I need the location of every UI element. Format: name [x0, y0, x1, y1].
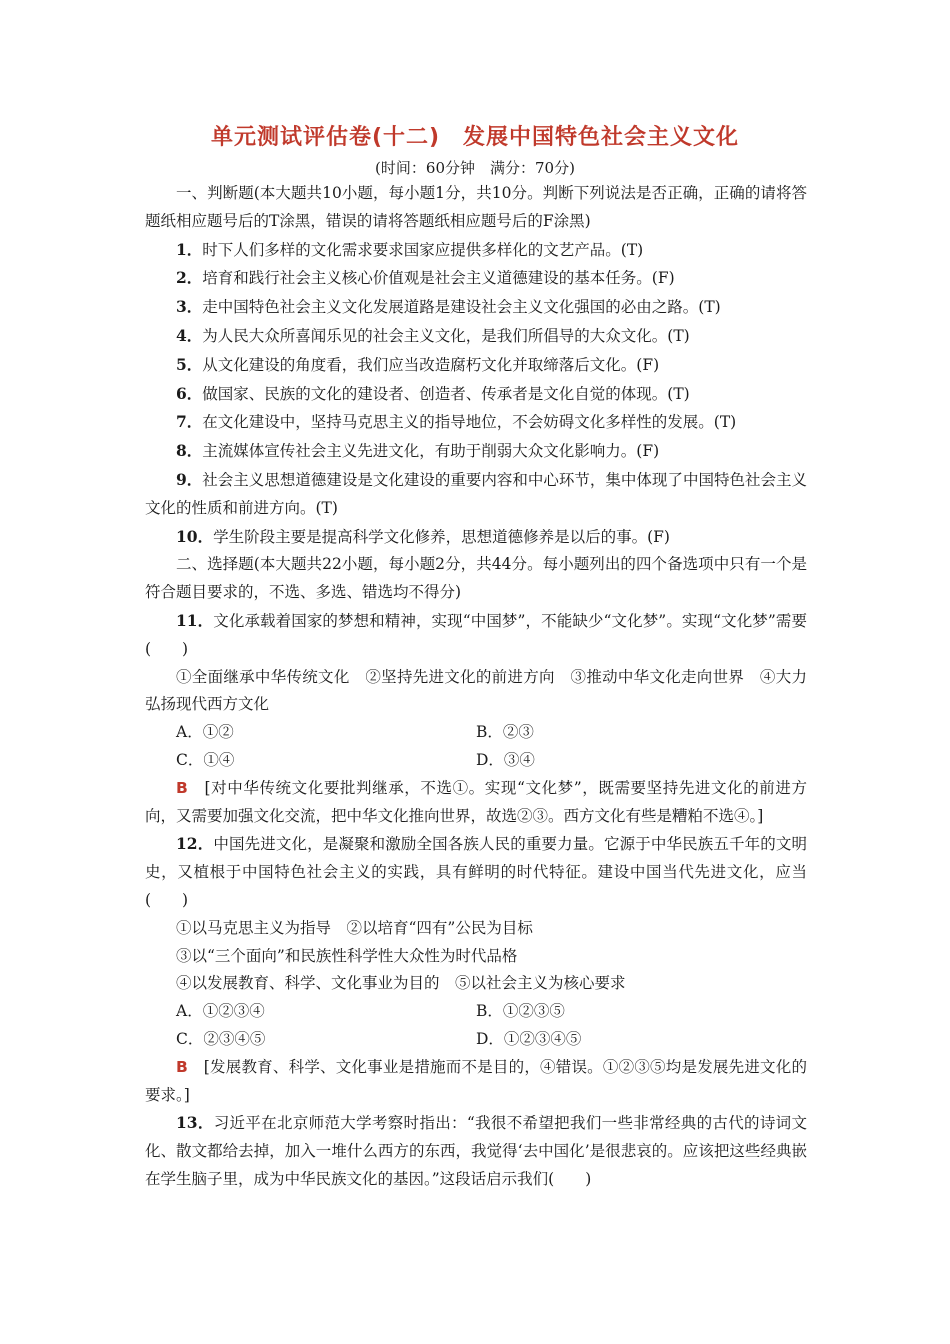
question-12-statement: ③以“三个面向”和民族性科学性大众性为时代品格 — [176, 946, 518, 965]
page-title: 单元测试评估卷(十二) 发展中国特色社会主义文化 — [210, 125, 740, 150]
question-12-options-row — [145, 998, 807, 1026]
question-12-options-row — [145, 1026, 807, 1054]
question-13-stem: 13．习近平在北京师范大学考察时指出：“我很不希望把我们一些非常经典的古代的诗词文化、散文都给去掉，加入一堆什么西方的东西，我觉得‘去中国化’是很悲哀的。应该把这些经典嵌在学生脑子里，成为中华民族文化的基因。”这段话启示我们( ) — [145, 1113, 807, 1188]
question-11-stem: 11．文化承载着国家的梦想和精神，实现“中国梦”，不能缺少“文化梦”。实现“文化梦”需要( ) — [145, 610, 807, 658]
question-11-answer — [145, 775, 807, 831]
question-12-answer — [145, 1054, 807, 1110]
answer-letter: B — [176, 778, 188, 797]
option-d: D．③④ — [476, 750, 535, 769]
question-item: 9．社会主义思想道德建设是文化建设的重要内容和中心环节，集中体现了中国特色社会主义文化的性质和前进方向。(T) — [145, 469, 807, 517]
option-a: A．①② — [176, 723, 234, 742]
question-11-options-row — [145, 719, 807, 747]
question-12-stem: 12．中国先进文化，是凝聚和激励全国各族人民的重要力量。它源于中华民族五千年的文明史，又植根于中国特色社会主义的实践，具有鲜明的时代特征。建设中国当代先进文化，应当( ) — [145, 834, 807, 909]
question-item: 5．从文化建设的角度看，我们应当改造腐朽文化并取缔落后文化。(F) — [176, 354, 660, 374]
section2-intro: 二、选择题(本大题共22小题，每小题2分，共44分。每小题列出的四个备选项中只有一个是符合题目要求的，不选、多选、错选均不得分) — [145, 555, 807, 602]
question-11-statements: ①全面继承中华传统文化 ②坚持先进文化的前进方向 ③推动中华文化走向世界 ④大力弘扬现代西方文化 — [145, 667, 807, 714]
question-item: 3．走中国特色社会主义文化发展道路是建设社会主义文化强国的必由之路。(T) — [176, 297, 721, 317]
option-d: D．①②③④⑤ — [476, 1029, 582, 1048]
option-c: C．①④ — [176, 750, 235, 769]
option-b: B．②③ — [476, 723, 534, 742]
question-item: 8．主流媒体宣传社会主义先进文化，有助于削弱大众文化影响力。(F) — [176, 441, 660, 461]
exam-info: (时间：60分钟 满分：70分) — [375, 159, 575, 177]
question-item: 2．培育和践行社会主义核心价值观是社会主义道德建设的基本任务。(F) — [176, 268, 675, 288]
question-item: 10．学生阶段主要是提高科学文化修养，思想道德修养是以后的事。(F) — [176, 526, 670, 546]
question-12-statement: ④以发展教育、科学、文化事业为目的 ⑤以社会主义为核心要求 — [176, 974, 626, 993]
option-b: B．①②③⑤ — [476, 1002, 565, 1021]
answer-explanation: [对中华传统文化要批判继承，不选①。实现“文化梦”，既需要坚持先进文化的前进方向，又需要加强文化交流，把中华文化推向世界，故选②③。西方文化有些是糟粕不选④。] — [145, 778, 807, 825]
question-item: 7．在文化建设中，坚持马克思主义的指导地位，不会妨碍文化多样性的发展。(T) — [176, 412, 737, 432]
answer-explanation: [发展教育、科学、文化事业是措施而不是目的，④错误。①②③⑤均是发展先进文化的要求。] — [145, 1057, 807, 1104]
question-11-options-row — [145, 747, 807, 775]
section1-intro: 一、判断题(本大题共10小题，每小题1分，共10分。判断下列说法是否正确，正确的请将答题纸相应题号后的T涂黑，错误的请将答题纸相应题号后的F涂黑) — [145, 184, 807, 230]
option-c: C．②③④⑤ — [176, 1029, 266, 1048]
question-item: 4．为人民大众所喜闻乐见的社会主义文化，是我们所倡导的大众文化。(T) — [176, 325, 690, 345]
option-a: A．①②③④ — [176, 1002, 265, 1021]
question-12-statement: ①以马克思主义为指导 ②以培育“四有”公民为目标 — [176, 918, 533, 937]
question-item: 6．做国家、民族的文化的建设者、创造者、传承者是文化自觉的体现。(T) — [176, 383, 690, 403]
answer-letter: B — [176, 1057, 188, 1076]
question-item: 1．时下人们多样的文化需求要求国家应提供多样化的文艺产品。(T) — [176, 239, 644, 259]
exam-content — [145, 180, 807, 1194]
